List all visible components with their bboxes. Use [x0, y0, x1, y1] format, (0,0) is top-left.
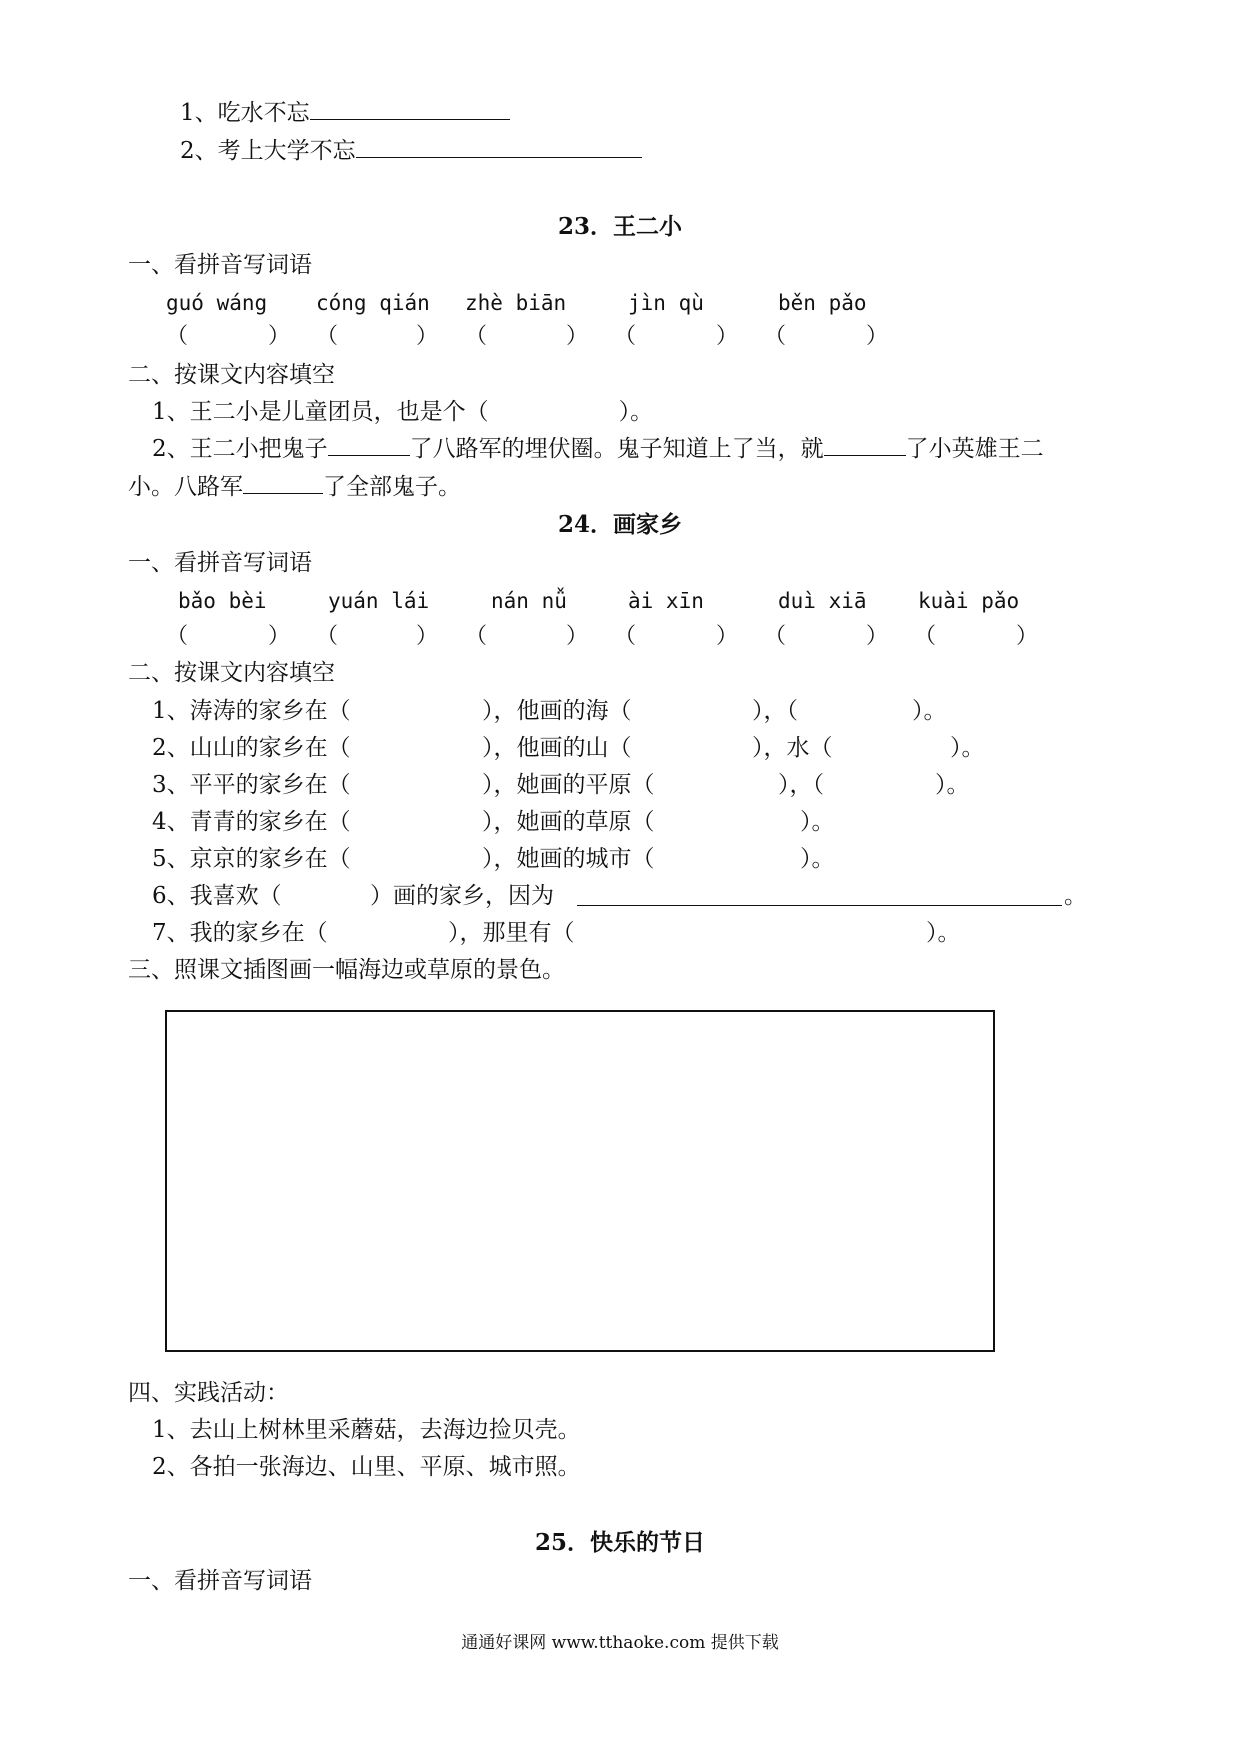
answer-paren-open: （: [166, 624, 189, 649]
lesson-24-fill-2: [0, 733, 1240, 763]
answer-paren-close: ）: [866, 324, 889, 349]
lesson-24-fill-3: [0, 770, 1240, 800]
pinyin-word: guó wáng: [166, 291, 268, 315]
fill-text: ），（: [752, 698, 798, 724]
answer-paren-open: （: [316, 324, 339, 349]
fill-text: ），她画的城市（: [482, 846, 655, 872]
fill-text: 1、王二小是儿童团员，也是个（: [152, 399, 489, 425]
fill-text: 2、山山的家乡在（: [152, 735, 351, 761]
fill-text: 小。八路军: [128, 474, 243, 500]
drawing-box[interactable]: [165, 1010, 995, 1352]
footer-text: 通通好课网 www.tthaoke.com 提供下载: [461, 1633, 779, 1653]
lesson-24-section-3: 三、照课文插图画一幅海边或草原的景色。: [128, 957, 565, 983]
pinyin-word: ài xīn: [628, 589, 704, 613]
lesson-25-section-1: 一、看拼音写词语: [128, 1568, 312, 1594]
pinyin-word: nán nǚ: [491, 589, 567, 613]
fill-text: 3、平平的家乡在（: [152, 772, 351, 798]
lesson-23-section-1: 一、看拼音写词语: [128, 252, 312, 278]
practice-item-1: 1、去山上树林里采蘑菇，去海边捡贝壳。: [152, 1417, 581, 1443]
answer-blank[interactable]: [356, 137, 642, 158]
answer-paren-open: （: [614, 624, 637, 649]
fill-text: 了八路军的埋伏圈。鬼子知道上了当，就: [409, 436, 824, 462]
answer-paren-close: ）: [416, 624, 439, 649]
fill-text: ）。: [800, 809, 835, 835]
answer-paren-open: （: [465, 624, 488, 649]
answer-blank[interactable]: [577, 885, 1062, 906]
question-2: [180, 136, 642, 166]
answer-paren-open: （: [764, 624, 787, 649]
fill-text: 4、青青的家乡在（: [152, 809, 351, 835]
answer-paren-close: ）: [268, 624, 291, 649]
question-2-text: 2、考上大学不忘: [180, 138, 356, 164]
fill-text: 6、我喜欢（: [152, 883, 282, 909]
answer-paren-close: ）: [716, 624, 739, 649]
lesson-24-section-1: 一、看拼音写词语: [128, 550, 312, 576]
answer-paren-open: （: [166, 324, 189, 349]
lesson-24-fill-7: [0, 918, 1240, 948]
fill-text: 1、涛涛的家乡在（: [152, 698, 351, 724]
lesson-23-fill-2: [152, 434, 1044, 464]
lesson-23-fill-2-cont: [128, 472, 461, 502]
answer-paren-close: ）: [566, 324, 589, 349]
lesson-24-section-4: 四、实践活动：: [128, 1380, 289, 1406]
pinyin-word: běn pǎo: [778, 291, 867, 315]
question-1-text: 1、吃水不忘: [180, 100, 310, 126]
fill-text: ），他画的山（: [482, 735, 632, 761]
lesson-23-fill-1: [152, 397, 653, 427]
fill-text: 。: [1064, 883, 1087, 909]
fill-text: ），那里有（: [448, 920, 575, 946]
answer-paren-open: （: [465, 324, 488, 349]
answer-paren-open: （: [316, 624, 339, 649]
lesson-24-title: 24．画家乡: [557, 511, 682, 538]
lesson-23-section-2: 二、按课文内容填空: [128, 362, 335, 388]
answer-blank[interactable]: [310, 99, 510, 120]
fill-text: 7、我的家乡在（: [152, 920, 328, 946]
answer-paren-close: ）: [268, 324, 291, 349]
answer-paren-close: ）: [566, 624, 589, 649]
fill-text: 5、京京的家乡在（: [152, 846, 351, 872]
lesson-23-title: 23．王二小: [557, 213, 682, 240]
pinyin-word: bǎo bèi: [178, 589, 267, 613]
fill-text: ）。: [912, 698, 947, 724]
fill-text: ）。: [800, 846, 835, 872]
answer-paren-close: ）: [1016, 624, 1039, 649]
pinyin-word: cóng qián: [316, 291, 430, 315]
answer-paren-close: ）: [716, 324, 739, 349]
question-1: [180, 98, 510, 128]
lesson-24-fill-6: [0, 881, 1240, 911]
lesson-24-fill-4: [0, 807, 1240, 837]
answer-paren-open: （: [914, 624, 937, 649]
pinyin-word: yuán lái: [328, 589, 430, 613]
answer-blank[interactable]: [243, 473, 323, 494]
fill-text: ）画的家乡，因为: [370, 883, 554, 909]
answer-blank[interactable]: [824, 435, 906, 456]
fill-text: ）。: [950, 735, 985, 761]
fill-text: ），水（: [752, 735, 833, 761]
fill-text: ）。: [935, 772, 970, 798]
answer-blank[interactable]: [328, 435, 410, 456]
answer-paren-close: ）: [866, 624, 889, 649]
fill-text: 了小英雄王二: [905, 436, 1044, 462]
lesson-25-title: 25．快乐的节日: [534, 1529, 705, 1556]
fill-text: ）。: [926, 920, 961, 946]
pinyin-word: jìn qù: [628, 291, 704, 315]
lesson-24-fill-1: [0, 696, 1240, 726]
fill-text: 2、王二小把鬼子: [152, 436, 328, 462]
answer-paren-open: （: [614, 324, 637, 349]
fill-text: ），他画的海（: [482, 698, 632, 724]
pinyin-word: kuài pǎo: [918, 589, 1020, 613]
lesson-24-section-2: 二、按课文内容填空: [128, 660, 335, 686]
pinyin-word: zhè biān: [465, 291, 567, 315]
pinyin-word: duì xiā: [778, 589, 867, 613]
answer-paren-close: ）: [416, 324, 439, 349]
fill-text: ），（: [778, 772, 824, 798]
practice-item-2: 2、各拍一张海边、山里、平原、城市照。: [152, 1454, 581, 1480]
lesson-24-fill-5: [0, 844, 1240, 874]
answer-paren-open: （: [764, 324, 787, 349]
fill-text: 了全部鬼子。: [323, 474, 461, 500]
fill-text: ），她画的草原（: [482, 809, 655, 835]
fill-text: ）。: [618, 399, 654, 425]
fill-text: ），她画的平原（: [482, 772, 655, 798]
